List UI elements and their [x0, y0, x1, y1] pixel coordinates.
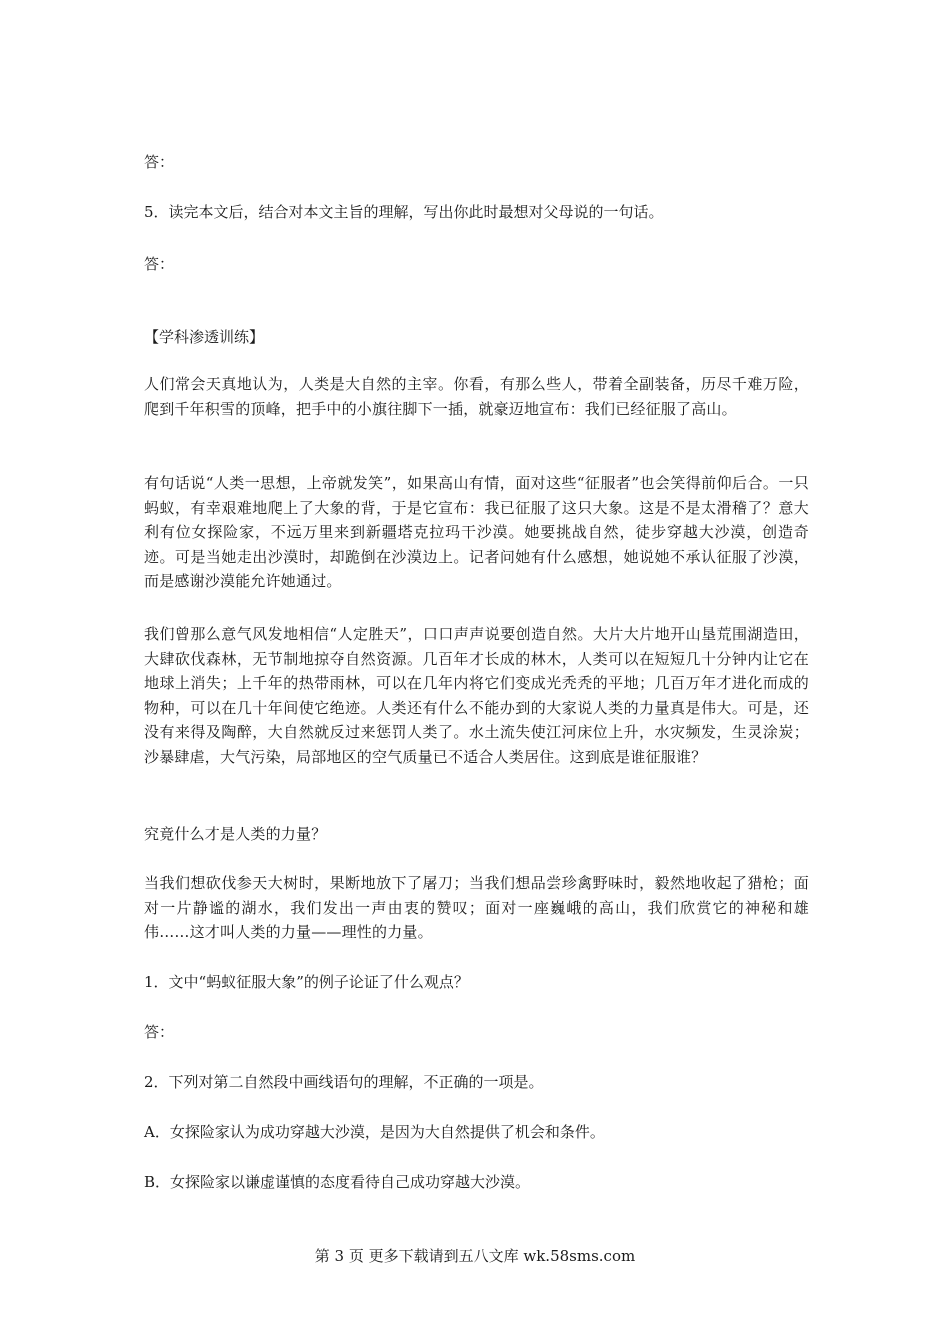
section-title: 【学科渗透训练】: [144, 328, 265, 346]
question-5: 5．读完本文后，结合对本文主旨的理解，写出你此时最想对父母说的一句话。: [144, 203, 664, 221]
option-a: A．女探险家认为成功穿越大沙漠，是因为大自然提供了机会和条件。: [144, 1123, 605, 1141]
paragraph-5: 当我们想砍伐参天大树时，果断地放下了屠刀；当我们想品尝珍禽野味时，毅然地收起了猎枪；面对一片静谧的湖水，我们发出一声由衷的赞叹；面对一座巍峨的高山，我们欣赏它的神秘和雄伟……这才叫人类的力量——理性的力量。: [144, 874, 809, 941]
option-b: B．女探险家以谦虚谨慎的态度看待自己成功穿越大沙漠。: [144, 1173, 531, 1191]
page-footer: 第 3 页 更多下载请到五八文库 wk.58sms.com: [314, 1247, 636, 1265]
paragraph-1: 人们常会天真地认为，人类是大自然的主宰。你看，有那么些人，带着全副装备，历尽千难万险，爬到千年积雪的顶峰，把手中的小旗往脚下一插，就豪迈地宣布：我们已经征服了高山。: [144, 375, 809, 418]
answer-label-1: 答：: [144, 153, 175, 171]
question-1: 1．文中“蚂蚁征服大象”的例子论证了什么观点？: [144, 973, 469, 991]
paragraph-2: 有句话说“人类一思想，上帝就发笑”，如果高山有情，面对这些“征服者”也会笑得前仰后合。一只蚂蚁，有幸艰难地爬上了大象的背，于是它宣布：我已征服了这只大象。这是不是太滑稽了？意大利有位女探险家，不远万里来到新疆塔克拉玛干沙漠。她要挑战自然，徒步穿越大沙漠，创造奇迹。可是当她走出沙漠时，却跪倒在沙漠边上。记者问她有什么感想，她说她不承认征服了沙漠，而是感谢沙漠能允许她通过。: [144, 474, 809, 590]
question-2: 2．下列对第二自然段中画线语句的理解，不正确的一项是。: [144, 1073, 544, 1091]
paragraph-3: 我们曾那么意气风发地相信“人定胜天”，口口声声说要创造自然。大片大片地开山垦荒围湖造田，大肆砍伐森林，无节制地掠夺自然资源。几百年才长成的林木，人类可以在短短几十分钟内让它在地球上消失；上千年的热带雨林，可以在几年内将它们变成光秃秃的平地；几百万年才进化而成的物种，可以在几十年间使它绝迹。人类还有什么不能办到的大家说人类的力量真是伟大。可是，还没有来得及陶醉，大自然就反过来惩罚人类了。水土流失使江河床位上升，水灾频发，生灵涂炭；沙暴肆虐，大气污染，局部地区的空气质量已不适合人类居住。这到底是谁征服谁？: [144, 625, 809, 766]
answer-label-2: 答：: [144, 255, 175, 273]
paragraph-4: 究竟什么才是人类的力量？: [144, 825, 327, 843]
answer-label-3: 答：: [144, 1023, 175, 1041]
